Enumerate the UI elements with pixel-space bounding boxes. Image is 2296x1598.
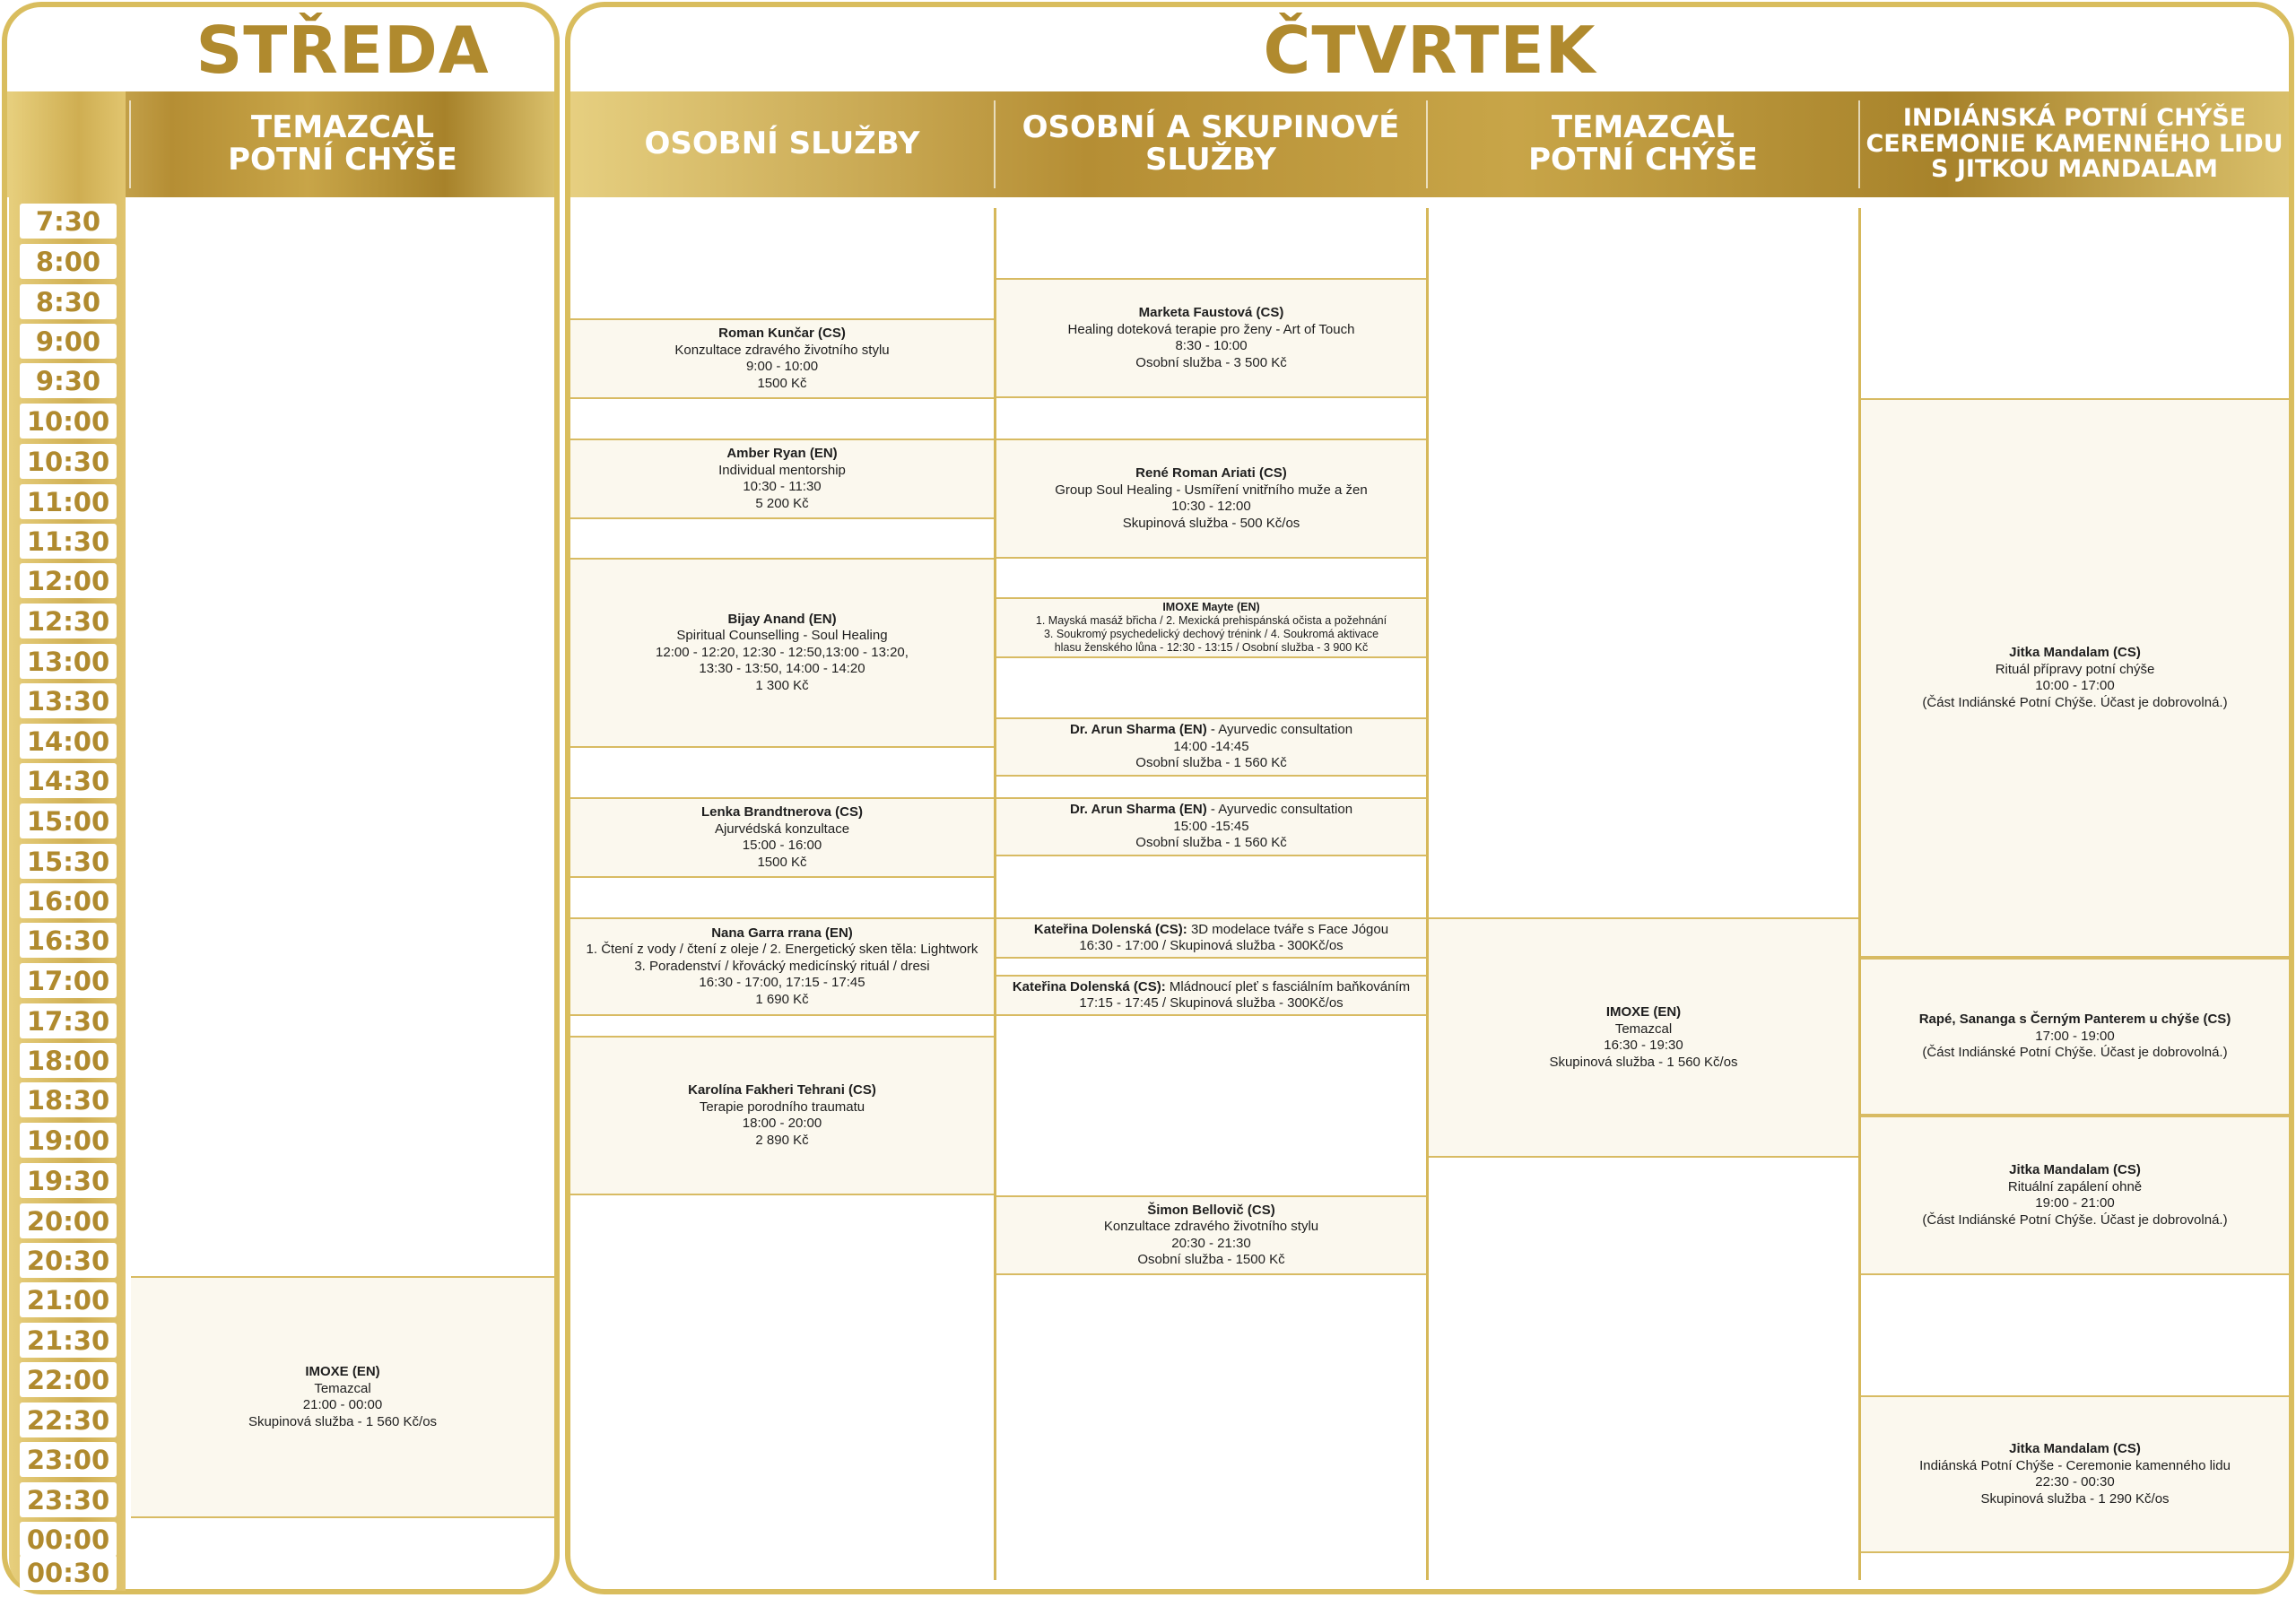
event-title: Roman Kunčar (CS) xyxy=(718,326,846,341)
event-title: Karolína Fakheri Tehrani (CS) xyxy=(688,1082,876,1098)
event-desc: Individual mentorship xyxy=(718,462,846,478)
event-time: 15:00 - 16:00 xyxy=(742,838,822,853)
event-price: 1500 Kč xyxy=(757,375,807,391)
event-garra[interactable] xyxy=(570,917,994,1016)
event-title: Lenka Brandtnerova (CS) xyxy=(700,804,864,820)
event-time: 16:30 - 17:00 / Skupinová služba - 300Kč/os xyxy=(1079,938,1344,953)
event-price: Skupinová služba - 500 Kč/os xyxy=(1122,515,1300,531)
time-label: 9:00 xyxy=(20,324,117,359)
event-desc: Ajurvédská konzultace xyxy=(714,821,850,837)
event-desc: Spiritual Counselling - Soul Healing xyxy=(676,628,888,644)
event-kuncar[interactable] xyxy=(570,318,994,399)
event-price: Skupinová služba - 1 560 Kč/os xyxy=(248,1413,438,1429)
event-price: Osobní služba - 3 500 Kč xyxy=(1135,354,1287,370)
event-time: 8:30 - 10:00 xyxy=(1175,338,1248,353)
event-desc: Mládnoucí pleť s fasciálním baňkováním xyxy=(1165,978,1411,994)
event-desc: 1. Čtení z vody / čtení z oleje / 2. Energetický sken těla: Lightwork xyxy=(586,942,978,958)
event-time: 20:30 - 21:30 xyxy=(1171,1235,1251,1251)
event-desc: 3. Poradenství / křovácký medicínský rituál / dresi xyxy=(634,958,930,974)
event-time: 18:00 - 20:00 xyxy=(742,1116,822,1131)
column-header-wed-temazcal: TEMAZCAL POTNÍ CHÝŠE xyxy=(228,109,457,178)
time-label: 00:30 xyxy=(20,1555,117,1590)
time-label: 9:30 xyxy=(20,363,117,398)
time-label: 23:30 xyxy=(20,1482,117,1517)
event-price: 5 200 Kč xyxy=(755,495,809,511)
time-label: 23:00 xyxy=(20,1442,117,1477)
event-dolenska-1[interactable] xyxy=(996,917,1426,959)
event-title: IMOXE (EN) xyxy=(305,1364,380,1379)
event-price: Osobní služba - 1500 Kč xyxy=(1137,1252,1285,1267)
event-title-line xyxy=(1013,979,1410,996)
event-title: IMOXE (EN) xyxy=(1605,1004,1682,1020)
time-label: 00:00 xyxy=(20,1522,117,1557)
event-title-line xyxy=(1034,922,1388,939)
time-label: 11:00 xyxy=(20,484,117,519)
event-price: 1 690 Kč xyxy=(755,991,809,1007)
event-time: 16:30 - 19:30 xyxy=(1604,1038,1683,1053)
event-desc: hlasu ženského lůna - 12:30 - 13:15 / Osobní služba - 3 900 Kč xyxy=(1054,641,1369,654)
event-note: (Část Indiánské Potní Chýše. Účast je dobrovolná.) xyxy=(1922,694,2228,710)
event-desc: Konzultace zdravého životního stylu xyxy=(1103,1219,1319,1234)
time-label: 13:00 xyxy=(20,644,117,679)
event-desc: Rituál přípravy potní chýše xyxy=(1995,661,2155,677)
column-header-osobni-skupinove: OSOBNÍ A SKUPINOVÉ SLUŽBY xyxy=(1022,109,1400,178)
time-label: 22:30 xyxy=(20,1403,117,1437)
event-time: 10:00 - 17:00 xyxy=(2035,678,2115,693)
time-label: 21:30 xyxy=(20,1323,117,1358)
event-time: 21:00 - 00:00 xyxy=(302,1397,383,1412)
column-line xyxy=(994,208,996,1580)
time-label: 19:30 xyxy=(20,1163,117,1198)
event-price: Osobní služba - 1 560 Kč xyxy=(1135,755,1287,771)
event-time: 17:15 - 17:45 / Skupinová služba - 300Kč/os xyxy=(1079,995,1344,1011)
event-desc: Temazcal xyxy=(1614,1020,1673,1037)
time-label: 15:00 xyxy=(20,803,117,838)
event-desc: 3D modelace tváře s Face Jógou xyxy=(1187,921,1389,937)
event-time: 22:30 - 00:30 xyxy=(2035,1474,2115,1489)
column-header-osobni-sluzby: OSOBNÍ SLUŽBY xyxy=(644,126,920,162)
event-desc: - Ayurvedic consultation xyxy=(1206,722,1353,738)
event-mayte[interactable] xyxy=(996,597,1426,658)
event-note: (Část Indiánské Potní Chýše. Účast je dobrovolná.) xyxy=(1922,1212,2228,1228)
time-label: 15:30 xyxy=(20,844,117,879)
event-desc: 1. Mayská masáž břicha / 2. Mexická prehispánská očista a požehnání xyxy=(1035,614,1387,627)
event-time: 10:30 - 12:00 xyxy=(1171,499,1251,514)
event-price: 1500 Kč xyxy=(757,854,807,870)
event-ariati[interactable] xyxy=(996,439,1426,559)
event-title: Šimon Bellovič (CS) xyxy=(1147,1202,1275,1218)
event-title: Jitka Mandalam (CS) xyxy=(2009,1441,2141,1456)
event-sharma-2[interactable] xyxy=(996,797,1426,856)
event-title: Nana Garra rrana (EN) xyxy=(711,925,853,941)
time-label: 18:00 xyxy=(20,1043,117,1078)
event-time: 15:00 -15:45 xyxy=(1173,818,1249,834)
event-price: 2 890 Kč xyxy=(755,1132,809,1148)
event-title: Dr. Arun Sharma (EN) xyxy=(1069,802,1207,818)
column-header-thu-temazcal: TEMAZCAL POTNÍ CHÝŠE xyxy=(1528,109,1758,178)
event-desc: Temazcal xyxy=(314,1380,371,1396)
time-label: 8:00 xyxy=(20,244,117,279)
time-label: 19:00 xyxy=(20,1123,117,1158)
time-label: 16:00 xyxy=(20,883,117,918)
time-label: 8:30 xyxy=(20,284,117,319)
event-thu-imoxe[interactable] xyxy=(1429,917,1858,1158)
time-label: 12:00 xyxy=(20,563,117,598)
event-time: 9:00 - 10:00 xyxy=(745,359,819,374)
event-price: Osobní služba - 1 560 Kč xyxy=(1135,835,1287,851)
event-title-line xyxy=(1070,722,1352,739)
event-desc: 3. Soukromý psychedelický dechový trénink / 4. Soukromá aktivace xyxy=(1043,628,1379,640)
event-desc: Konzultace zdravého životního stylu xyxy=(674,342,890,358)
time-label: 21:00 xyxy=(20,1282,117,1317)
event-desc: - Ayurvedic consultation xyxy=(1206,802,1353,818)
event-title: IMOXE Mayte (EN) xyxy=(1162,601,1260,613)
event-desc: Healing doteková terapie pro ženy - Art of Touch xyxy=(1067,321,1355,337)
event-desc: Group Soul Healing - Usmíření vnitřního muže a žen xyxy=(1055,482,1368,498)
event-title: Jitka Mandalam (CS) xyxy=(2009,1162,2141,1177)
time-label: 16:30 xyxy=(20,923,117,958)
event-desc: Rituální zapálení ohně xyxy=(2007,1178,2143,1194)
event-title: Amber Ryan (EN) xyxy=(726,446,838,461)
event-title: Kateřina Dolenská (CS): xyxy=(1033,921,1187,937)
event-time: 17:00 - 19:00 xyxy=(2035,1028,2115,1044)
event-desc: Terapie porodního traumatu xyxy=(699,1099,865,1115)
event-time: 14:00 -14:45 xyxy=(1173,738,1249,754)
event-time: 12:00 - 12:20, 12:30 - 12:50,13:00 - 13:20, xyxy=(656,644,909,660)
event-price: Skupinová služba - 1 290 Kč/os xyxy=(1980,1490,2170,1507)
event-tehrani[interactable] xyxy=(570,1036,994,1195)
time-label: 10:00 xyxy=(20,404,117,439)
day-title-wednesday: STŘEDA xyxy=(196,13,490,88)
event-ryan[interactable] xyxy=(570,439,994,519)
event-title: Kateřina Dolenská (CS): xyxy=(1012,978,1166,994)
event-title-line xyxy=(1070,802,1352,819)
event-sharma-1[interactable] xyxy=(996,717,1426,777)
column-line xyxy=(1426,208,1429,1580)
column-header-indianska: INDIÁNSKÁ POTNÍ CHÝŠE CEREMONIE KAMENNÉHO LIDU S JITKOU MANDALAM xyxy=(1866,104,2283,184)
time-label: 18:30 xyxy=(20,1082,117,1117)
event-title: Marketa Faustová (CS) xyxy=(1138,305,1284,320)
event-anand[interactable] xyxy=(570,558,994,748)
time-label: 17:00 xyxy=(20,963,117,998)
time-label: 14:30 xyxy=(20,763,117,798)
time-label: 22:00 xyxy=(20,1362,117,1397)
time-label: 7:30 xyxy=(20,204,117,239)
time-label: 13:30 xyxy=(20,683,117,718)
event-dolenska-2[interactable] xyxy=(996,975,1426,1016)
event-desc: Indiánská Potní Chýše - Ceremonie kamenného lidu xyxy=(1919,1457,2231,1473)
event-price: 1 300 Kč xyxy=(755,677,809,693)
event-title: Rapé, Sananga s Černým Panterem u chýše (CS) xyxy=(1918,1012,2231,1028)
event-faustova[interactable] xyxy=(996,278,1426,398)
event-price: Skupinová služba - 1 560 Kč/os xyxy=(1549,1054,1738,1070)
time-label: 12:30 xyxy=(20,604,117,638)
time-label: 20:00 xyxy=(20,1203,117,1238)
event-bellovic[interactable] xyxy=(996,1195,1426,1275)
time-label: 11:30 xyxy=(20,524,117,559)
event-title: René Roman Ariati (CS) xyxy=(1135,465,1287,481)
event-time: 16:30 - 17:00, 17:15 - 17:45 xyxy=(699,975,865,991)
event-time: 10:30 - 11:30 xyxy=(743,479,822,494)
event-rape[interactable] xyxy=(1861,958,2289,1116)
event-title: Bijay Anand (EN) xyxy=(727,611,837,627)
event-jitka-3[interactable] xyxy=(1861,1395,2289,1553)
time-label: 20:30 xyxy=(20,1243,117,1278)
event-title: Jitka Mandalam (CS) xyxy=(2009,645,2141,660)
event-title: Dr. Arun Sharma (EN) xyxy=(1069,722,1207,738)
event-jitka-1[interactable] xyxy=(1861,398,2289,958)
event-jitka-2[interactable] xyxy=(1861,1116,2289,1275)
time-label: 17:30 xyxy=(20,1003,117,1038)
event-brandtnerova[interactable] xyxy=(570,797,994,878)
event-wed-imoxe[interactable] xyxy=(131,1276,554,1518)
time-label: 10:30 xyxy=(20,444,117,479)
time-label: 14:00 xyxy=(20,724,117,759)
event-time: 13:30 - 13:50, 14:00 - 14:20 xyxy=(699,661,865,677)
day-title-thursday: ČTVRTEK xyxy=(1263,13,1596,88)
event-note: (Část Indiánské Potní Chýše. Účast je dobrovolná.) xyxy=(1922,1045,2228,1061)
event-time: 19:00 - 21:00 xyxy=(2035,1195,2115,1211)
